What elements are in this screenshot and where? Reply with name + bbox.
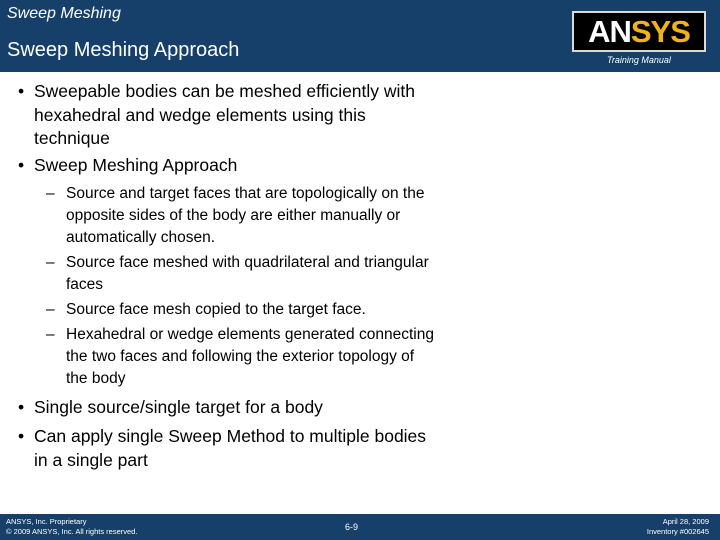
sub-bullet-mark: – xyxy=(46,301,55,318)
slide-title: Sweep Meshing Approach xyxy=(7,39,240,61)
bullet-mark: • xyxy=(18,426,25,446)
footer-date-inventory xyxy=(647,517,709,537)
footer-rights: © 2009 ANSYS, Inc. All rights reserved. xyxy=(6,527,138,536)
training-manual-label: Training Manual xyxy=(607,55,671,65)
logo-text-gold: SYS xyxy=(630,14,690,49)
slide-footer xyxy=(0,514,720,540)
bullet-text: Sweep Meshing Approach xyxy=(34,155,238,175)
footer-copyright xyxy=(6,517,137,537)
bullet-mark: • xyxy=(18,397,25,417)
ansys-logo xyxy=(572,11,706,52)
sub-bullet-mark: – xyxy=(46,185,55,202)
footer-proprietary: ANSYS, Inc. Proprietary xyxy=(6,517,87,526)
logo-text-white: AN xyxy=(588,14,631,49)
bullet-text: Sweepable bodies can be meshed efficiently with hexahedral and wedge elements using this technique xyxy=(34,81,416,148)
sub-bullet-mark: – xyxy=(46,254,55,271)
bullet-mark: • xyxy=(18,81,25,101)
sub-bullet-text: Hexahedral or wedge elements generated connecting the two faces and following the exterior topology of the body xyxy=(66,326,434,387)
footer-date: April 28, 2009 xyxy=(662,517,709,526)
section-title: Sweep Meshing xyxy=(7,5,121,22)
bullet-text: Single source/single target for a body xyxy=(34,397,323,417)
bullet-text: Can apply single Sweep Method to multiple bodies in a single part xyxy=(34,426,427,470)
logo-text xyxy=(588,16,690,47)
sub-bullet-text: Source face meshed with quadrilateral and triangular faces xyxy=(66,254,429,293)
sub-bullet-mark: – xyxy=(46,326,55,343)
sub-bullet-text: Source face mesh copied to the target face. xyxy=(66,301,366,318)
bullet-mark: • xyxy=(18,155,25,175)
footer-inventory: Inventory #002645 xyxy=(646,527,709,536)
sub-bullet-text: Source and target faces that are topologically on the opposite sides of the body are either manually or automatically chosen. xyxy=(66,185,425,246)
slide-header xyxy=(0,0,720,72)
page-number: 6-9 xyxy=(345,522,359,532)
